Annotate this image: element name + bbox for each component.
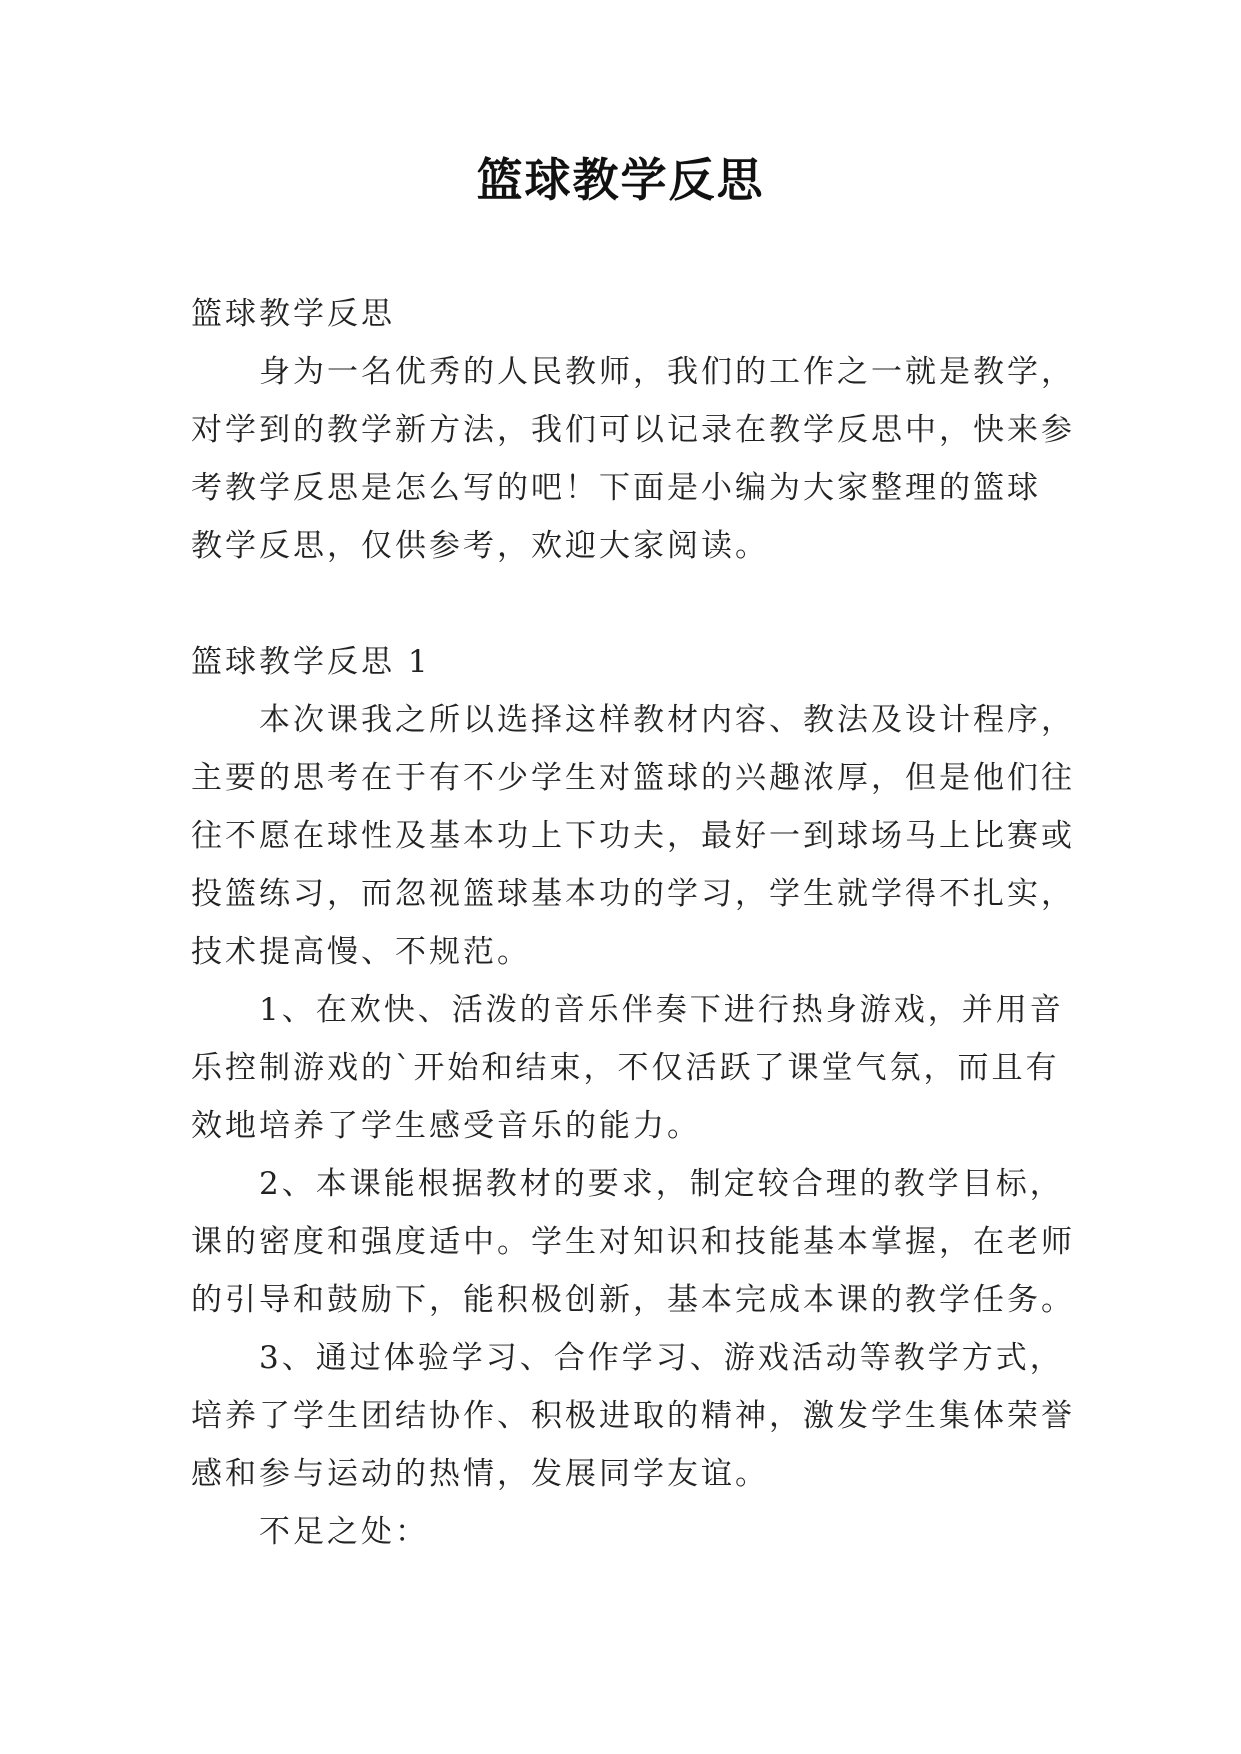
intro-paragraph: [191, 343, 1075, 575]
paragraph-line: 感和参与运动的热情，发展同学友谊。: [191, 1456, 769, 1492]
paragraph-line: 培养了学生团结协作、积极进取的精神，激发学生集体荣誉: [191, 1398, 1075, 1434]
paragraph-line: 往不愿在球性及基本功上下功夫，最好一到球场马上比赛或: [191, 818, 1075, 854]
subtitle: 篮球教学反思: [191, 296, 395, 332]
paragraph-line: 1、在欢快、活泼的音乐伴奏下进行热身游戏，并用音: [259, 992, 1064, 1028]
paragraph-line: 的引导和鼓励下，能积极创新，基本完成本课的教学任务。: [191, 1282, 1075, 1318]
paragraph-line: 3、通过体验学习、合作学习、游戏活动等教学方式，: [259, 1340, 1064, 1376]
section-heading: 篮球教学反思 1: [191, 644, 431, 680]
shortcomings-label: 不足之处：: [259, 1514, 429, 1550]
paragraph-line: 乐控制游戏的`开始和结束，不仅活跃了课堂气氛，而且有: [191, 1050, 1060, 1086]
point-3: [191, 1329, 1075, 1503]
paragraph-line: 对学到的教学新方法，我们可以记录在教学反思中，快来参: [191, 412, 1075, 448]
paragraph-line: 2、本课能根据教材的要求，制定较合理的教学目标，: [259, 1166, 1064, 1202]
point-1: [191, 981, 1071, 1155]
paragraph-line: 技术提高慢、不规范。: [191, 934, 531, 970]
paragraph-line: 投篮练习，而忽视篮球基本功的学习，学生就学得不扎实，: [191, 876, 1075, 912]
section1-paragraph: [191, 691, 1075, 981]
paragraph-line: 课的密度和强度适中。学生对知识和技能基本掌握，在老师: [191, 1224, 1075, 1260]
paragraph-line: 考教学反思是怎么写的吧！下面是小编为大家整理的篮球: [191, 470, 1041, 506]
point-2: [191, 1155, 1075, 1329]
paragraph-line: 本次课我之所以选择这样教材内容、教法及设计程序，: [259, 702, 1075, 738]
paragraph-line: 教学反思，仅供参考，欢迎大家阅读。: [191, 528, 769, 564]
blank-line: [191, 575, 1071, 633]
paragraph-line: 身为一名优秀的人民教师，我们的工作之一就是教学，: [259, 354, 1075, 390]
page-title: 篮球教学反思: [476, 153, 765, 207]
paragraph-line: 主要的思考在于有不少学生对篮球的兴趣浓厚，但是他们往: [191, 760, 1075, 796]
paragraph-line: 效地培养了学生感受音乐的能力。: [191, 1108, 701, 1144]
document-body: [191, 285, 1075, 1561]
